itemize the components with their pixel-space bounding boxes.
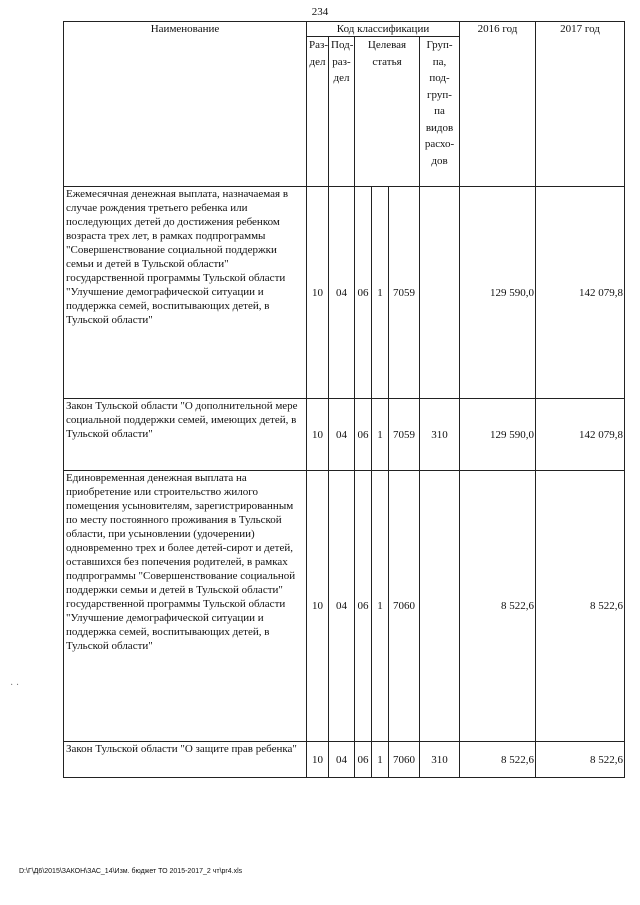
row-subsection: 04 bbox=[329, 742, 355, 778]
header-subsection: Под-раз-дел bbox=[329, 37, 355, 187]
row-expense-group: 310 bbox=[420, 399, 460, 471]
table-row bbox=[64, 742, 625, 778]
row-target-direction: 7060 bbox=[389, 742, 420, 778]
header-year-2016: 2016 год bbox=[460, 22, 536, 187]
row-section: 10 bbox=[307, 187, 329, 399]
row-expense-group: 310 bbox=[420, 742, 460, 778]
row-target-direction: 7059 bbox=[389, 187, 420, 399]
row-amount-2016: 129 590,0 bbox=[460, 399, 536, 471]
scan-margin-mark: · · bbox=[10, 680, 20, 691]
row-amount-2017: 142 079,8 bbox=[536, 187, 625, 399]
row-amount-2016: 8 522,6 bbox=[460, 471, 536, 742]
row-target-program: 06 bbox=[355, 399, 372, 471]
table-row bbox=[64, 187, 625, 399]
header-row-top bbox=[64, 22, 625, 37]
header-year-2017: 2017 год bbox=[536, 22, 625, 187]
header-target-item: Целевая статья bbox=[355, 37, 420, 187]
row-target-direction: 7060 bbox=[389, 471, 420, 742]
row-target-program: 06 bbox=[355, 742, 372, 778]
table-row bbox=[64, 471, 625, 742]
row-section: 10 bbox=[307, 471, 329, 742]
row-expense-group bbox=[420, 471, 460, 742]
row-name: Закон Тульской области "О защите прав ребенка" bbox=[64, 742, 307, 778]
file-path-footer: D:\Г\Д6\2015\ЗАКОН\ЗАС_14\Изм. бюджет ТО 2015-2017_2 чт\pr4.xls bbox=[19, 868, 243, 875]
row-target-subprogram: 1 bbox=[372, 471, 389, 742]
row-name: Единовременная денежная выплата на приобретение или строительство жилого помещения усыновителям, зарегистрированным по месту постоянного проживания в Тульской области, при усыновлении (удочерении) одновременно трех и более детей-сирот и детей, оставшихся без попечения родителей, в рамках подпрограммы "Совершенствование социальной поддержки семьи и детей в Тульской области" государственной программы Тульской области "Улучшение демографической ситуации и поддержка семей, воспитывающих детей, в Тульской области" bbox=[64, 471, 307, 742]
row-amount-2017: 8 522,6 bbox=[536, 471, 625, 742]
row-target-program: 06 bbox=[355, 471, 372, 742]
budget-table bbox=[63, 21, 625, 778]
row-amount-2017: 8 522,6 bbox=[536, 742, 625, 778]
page-number: 234 bbox=[311, 6, 329, 18]
header-classification-code: Код классификации bbox=[307, 22, 460, 37]
header-name: Наименование bbox=[64, 22, 307, 187]
row-amount-2016: 8 522,6 bbox=[460, 742, 536, 778]
row-section: 10 bbox=[307, 742, 329, 778]
row-target-subprogram: 1 bbox=[372, 187, 389, 399]
header-expense-group: Груп-па, под-груп-па видов расхо-дов bbox=[420, 37, 460, 187]
row-target-direction: 7059 bbox=[389, 399, 420, 471]
row-subsection: 04 bbox=[329, 399, 355, 471]
row-subsection: 04 bbox=[329, 471, 355, 742]
header-section: Раз-дел bbox=[307, 37, 329, 187]
row-subsection: 04 bbox=[329, 187, 355, 399]
row-target-subprogram: 1 bbox=[372, 399, 389, 471]
row-expense-group bbox=[420, 187, 460, 399]
row-section: 10 bbox=[307, 399, 329, 471]
row-amount-2017: 142 079,8 bbox=[536, 399, 625, 471]
row-target-subprogram: 1 bbox=[372, 742, 389, 778]
row-name: Ежемесячная денежная выплата, назначаемая в случае рождения третьего ребенка или последующих детей до достижения ребенком возраста трех лет, в рамках подпрограммы "Совершенствование социальной поддержки семьи и детей в Тульской области" государственной программы Тульской области "Улучшение демографической ситуации и поддержка семей, воспитывающих детей, в Тульской области" bbox=[64, 187, 307, 399]
row-amount-2016: 129 590,0 bbox=[460, 187, 536, 399]
row-name: Закон Тульской области "О дополнительной мере социальной поддержки семей, имеющих детей, в Тульской области" bbox=[64, 399, 307, 471]
row-target-program: 06 bbox=[355, 187, 372, 399]
table-row bbox=[64, 399, 625, 471]
